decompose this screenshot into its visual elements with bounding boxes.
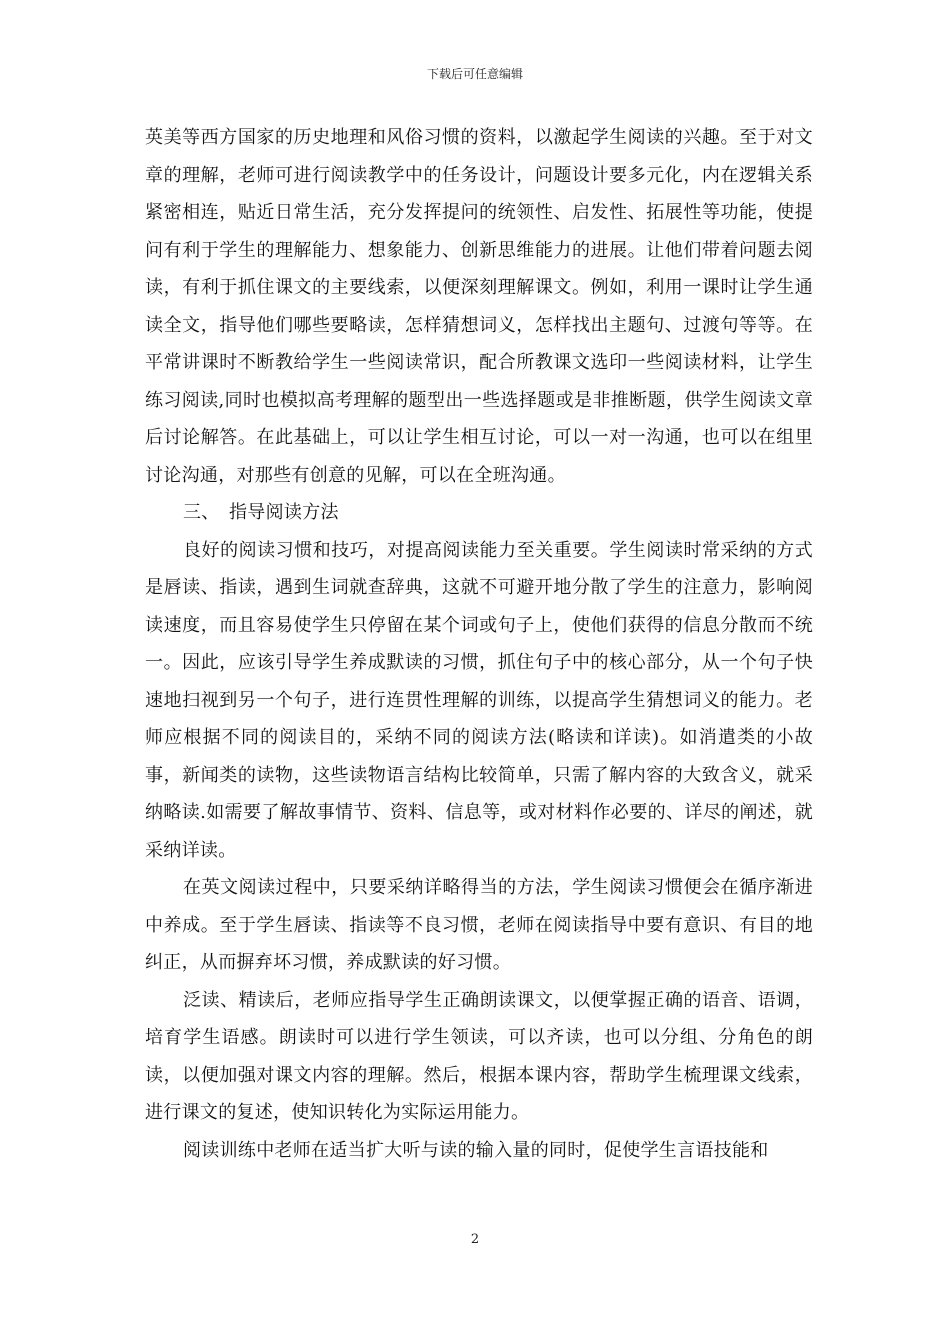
paragraph-continued: 英美等西方国家的历史地理和风俗习惯的资料，以激起学生阅读的兴趣。至于对文章的理解，老师可进行阅读教学中的任务设计，问题设计要多元化，内在逻辑关系紧密相连，贴近日常生活，充分发挥提问的统领性、启发性、拓展性等功能，使提问有利于学生的理解能力、想象能力、创新思维能力的进展。让他们带着问题去阅读，有利于抓住课文的主要线索，以便深刻理解课文。例如，利用一课时让学生通读全文，指导他们哪些要略读，怎样猜想词义，怎样找出主题句、过渡句等等。在平常讲课时不断教给学生一些阅读常识，配合所教课文选印一些阅读材料，让学生练习阅读,同时也模拟高考理解的题型出一些选择题或是非推断题，供学生阅读文章后讨论解答。在此基础上，可以让学生相互讨论，可以一对一沟通，也可以在组里讨论沟通，对那些有创意的见解，可以在全班沟通。 <box>145 127 813 486</box>
page-header: 下载后可任意编辑 <box>426 67 523 81</box>
page-number: 2 <box>470 1232 480 1247</box>
paragraph-reading-habits: 良好的阅读习惯和技巧，对提高阅读能力至关重要。学生阅读时常采纳的方式是唇读、指读，遇到生词就查辞典，这就不可避开地分散了学生的注意力，影响阅读速度，而且容易使学生只停留在某个词或句子上，使他们获得的信息分散而不统一。因此，应该引导学生养成默读的习惯，抓住句子中的核心部分，从一个句子快速地扫视到另一个句子，进行连贯性理解的训练，以提高学生猜想词义的能力。老师应根据不同的阅读目的，采纳不同的阅读方法(略读和详读)。如消遣类的小故事，新闻类的读物，这些读物语言结构比较简单，只需了解内容的大致含义，就采纳略读.如需要了解故事情节、资料、信息等，或对材料作必要的、详尽的阐述，就采纳详读。 <box>145 539 813 861</box>
paragraph-reading-training: 阅读训练中老师在适当扩大听与读的输入量的同时，促使学生言语技能和 <box>183 1139 769 1161</box>
section-title: 指导阅读方法 <box>229 502 339 523</box>
section-number: 三、 <box>183 502 220 523</box>
section-heading <box>145 494 813 532</box>
document-body <box>145 119 813 1169</box>
paragraph-reading-aloud: 泛读、精读后，老师应指导学生正确朗读课文，以便掌握正确的语音、语调，培育学生语感。朗读时可以进行学生领读，可以齐读，也可以分组、分角色的朗读，以便加强对课文内容的理解。然后，根据本课内容，帮助学生梳理课文线索，进行课文的复述，使知识转化为实际运用能力。 <box>145 989 813 1123</box>
paragraph-reading-process: 在英文阅读过程中，只要采纳详略得当的方法，学生阅读习惯便会在循序渐进中养成。至于学生唇读、指读等不良习惯，老师在阅读指导中要有意识、有目的地纠正，从而摒弃坏习惯，养成默读的好习惯。 <box>145 877 813 973</box>
